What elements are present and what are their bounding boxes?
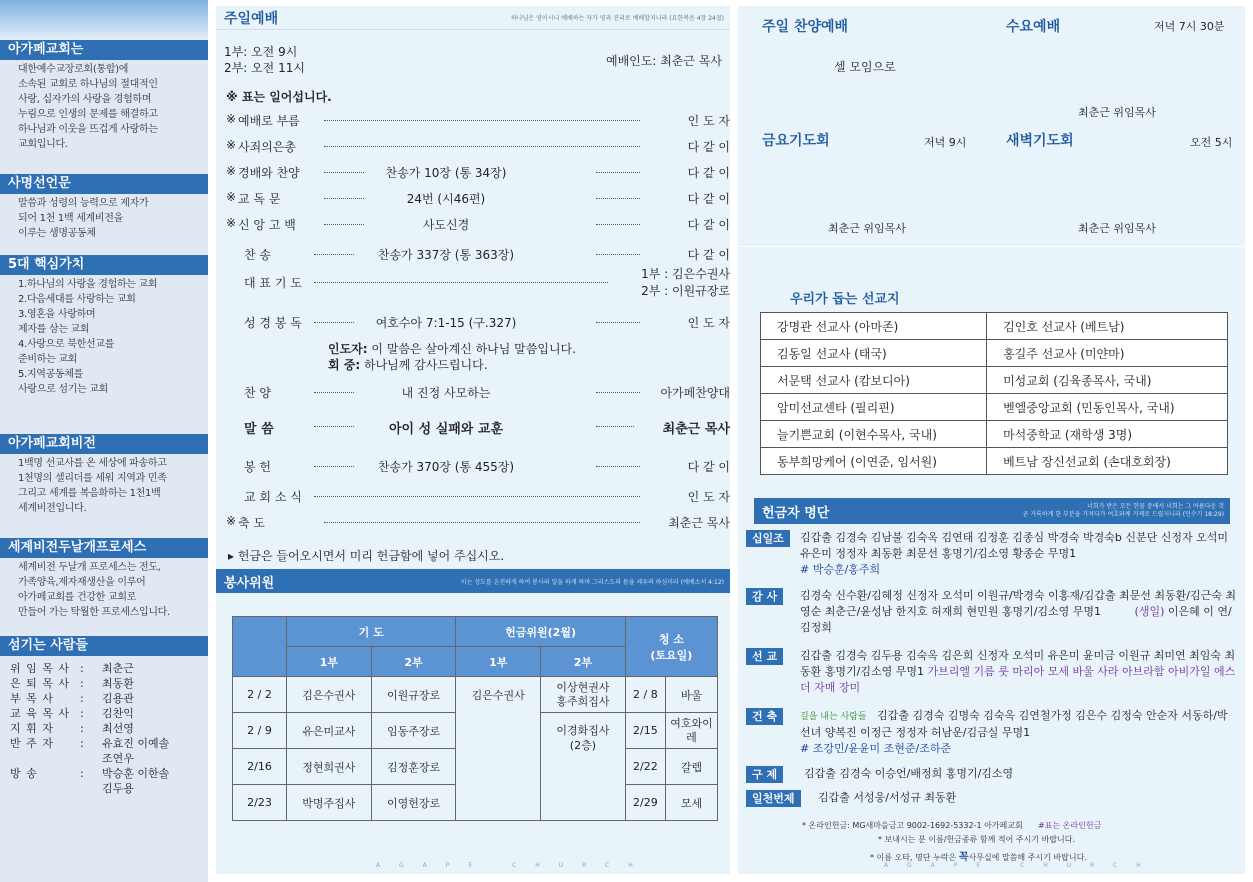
table-row (761, 340, 1228, 367)
order-item-by: 인 도 자 (687, 490, 730, 504)
mission-cell: 서문택 선교사 (캄보디아) (761, 367, 987, 394)
mission-cell: 늘기쁜교회 (이현수목사, 국내) (761, 421, 987, 448)
order-item (226, 314, 730, 332)
vol-clean-team: 모세 (666, 785, 718, 821)
vol-prayer-2: 이영헌장로 (371, 785, 456, 821)
sidebar-line: 1.하나님의 사랑을 경험하는 교회 (18, 279, 158, 290)
leader-dots (314, 392, 354, 393)
staff-name: 김용관 (102, 692, 134, 705)
sidebar-line: 대한예수교장로회(통합)에 (18, 64, 129, 75)
donor-label: 일천번제 (746, 790, 801, 807)
order-item-name: 대 표 기 도 (244, 276, 302, 290)
order-item (226, 216, 730, 234)
order-item-name: 교 독 문 (238, 192, 281, 206)
vol-clean-date: 2/22 (625, 749, 665, 785)
order-item-name: 경배와 찬양 (238, 166, 300, 180)
staff-role: 반 주 자 (10, 737, 54, 750)
staff-colon: : (80, 722, 84, 735)
stand-mark: ※ (226, 216, 237, 230)
resp-congregation-label: 회 중: (328, 358, 361, 372)
order-item-content: 찬송가 370장 (통 455장) (377, 460, 515, 474)
table-row (761, 448, 1228, 475)
vol-clean-team: 여호와이레 (666, 713, 718, 749)
building-group: 길을 내는 사람들 (800, 712, 867, 722)
donor-title: 헌금자 명단 (762, 505, 830, 521)
wed-pastor: 최춘근 위임목사 (1078, 106, 1156, 119)
order-item-name: 찬 양 (244, 386, 271, 400)
sidebar-line: 만들어 가는 탁월한 프로세스입니다. (18, 607, 170, 618)
staff-colon: : (80, 767, 84, 780)
donor-label: 선 교 (746, 648, 783, 665)
table-row (761, 367, 1228, 394)
online-note-3: * 이름 오타, 명단 누락은 꼭사무실에 말씀해 주시기 바랍니다. (870, 852, 1087, 863)
vol-th-offering: 헌금위원(2월) (456, 617, 625, 647)
order-item-name: 예배로 부름 (238, 114, 300, 128)
wed-time: 저녁 7시 30분 (1154, 20, 1225, 33)
staff-name: 김찬익 (102, 707, 134, 720)
order-item-content: 여호수아 7:1-15 (구.327) (375, 316, 517, 330)
order-item (226, 418, 730, 436)
sidebar-line: 3.영혼을 사랑하며 (18, 309, 96, 320)
mission-cell: 동부희망케어 (이연준, 임서원) (761, 448, 987, 475)
leader-dots (314, 496, 640, 497)
order-item-by: 다 같 이 (687, 218, 730, 232)
mission-cell: 김인호 선교사 (베트남) (987, 313, 1228, 340)
stand-mark: ※ (226, 112, 237, 126)
footer-agape-left: AGAPE CHURCH (376, 862, 652, 869)
sidebar-line: 세계비전 두날개 프로세스는 전도, (18, 562, 161, 573)
order-item-by: 최춘근 목사 (668, 516, 730, 530)
stand-mark: ※ (226, 190, 237, 204)
vol-clean-team: 바울 (666, 677, 718, 713)
table-row (761, 421, 1228, 448)
order-item (226, 164, 730, 182)
wed-title: 수요예배 (1006, 19, 1061, 35)
sidebar-line: 소속된 교회로 하나님의 절대적인 (18, 79, 158, 90)
sidebar-line: 2.다음세대를 사랑하는 교회 (18, 294, 136, 305)
order-item-name: 찬 송 (244, 248, 271, 262)
vol-prayer-1: 박명주집사 (287, 785, 372, 821)
sidebar-title-about: 아가페교회는 (0, 40, 208, 60)
order-item-name: 축 도 (238, 516, 265, 530)
mission-table (760, 312, 1228, 475)
stand-mark: ※ (226, 514, 237, 528)
donor-mission (746, 648, 1238, 700)
vol-th-prayer: 기 도 (287, 617, 456, 647)
order-item (226, 488, 730, 506)
sidebar-title-vision: 아가페교회비전 (0, 434, 208, 454)
mission-cell: 미성교회 (김육종목사, 국내) (987, 367, 1228, 394)
leader-dots (596, 426, 634, 427)
donor-label: 건 축 (746, 708, 783, 725)
vol-date: 2/23 (233, 785, 287, 821)
mission-title: 우리가 돕는 선교지 (790, 292, 900, 307)
resp-leader-text: 이 말씀은 살아계신 하나님 말씀입니다. (371, 342, 576, 356)
worship-header (216, 6, 730, 30)
order-item-by: 다 같 이 (687, 248, 730, 262)
staff-row (10, 661, 202, 676)
order-item (226, 267, 730, 298)
order-item (226, 190, 730, 208)
sidebar-process-text (0, 558, 208, 620)
order-item (226, 458, 730, 476)
mission-cell: 암미선교센타 (필리핀) (761, 394, 987, 421)
order-item-name: 성 경 봉 독 (244, 316, 302, 330)
order-item (226, 138, 730, 156)
vol-clean-date: 2/29 (625, 785, 665, 821)
staff-colon: : (80, 737, 84, 750)
mission-cell: 베트남 장신선교회 (손대호회장) (987, 448, 1228, 475)
sidebar-line: 말씀과 성령의 능력으로 제자가 (18, 198, 149, 209)
footer-agape-right: AGAPE CHURCH (884, 862, 1160, 869)
vol-prayer-2: 임동주장로 (371, 713, 456, 749)
donor-label: 십일조 (746, 530, 790, 547)
table-row (761, 313, 1228, 340)
sidebar-line: 사랑으로 섬기는 교회 (18, 384, 108, 395)
fri-title: 금요기도회 (762, 133, 830, 149)
donor-label: 구 제 (746, 766, 783, 783)
sidebar-title-values: 5대 핵심가치 (0, 255, 208, 275)
vol-prayer-1: 정현희권사 (287, 749, 372, 785)
vol-prayer-2: 김정훈장로 (371, 749, 456, 785)
vol-offering-1: 김은수권사 (456, 677, 541, 821)
sidebar-line: 아가페교회를 건강한 교회로 (18, 592, 137, 603)
worship-times (224, 44, 305, 76)
staff-row (10, 676, 202, 691)
donor-verse: 너희가 받은 모든 헌물 중에서 너희는 그 아름다운 것 곧 거룩하게 한 부분을 가져다가 여호와께 거제로 드릴지니라 (민수기 18:29) (1022, 503, 1224, 518)
praise-title: 주일 찬양예배 (762, 19, 849, 35)
leader-dots (324, 522, 640, 523)
donor-names: 김갑출 서성웅/서성규 최동환 (818, 791, 957, 804)
staff-name: 최선영 (102, 722, 134, 735)
mission-cell: 강명관 선교사 (아마존) (761, 313, 987, 340)
vol-th-p1: 1부 (287, 647, 372, 677)
staff-row (10, 721, 202, 736)
donor-online: # 박승훈/홍주희 (800, 563, 881, 576)
leader-dots (314, 466, 354, 467)
donor-relief (746, 766, 1238, 786)
order-item-name: 봉 헌 (244, 460, 271, 474)
order-item (226, 246, 730, 264)
worship-time-2: 2부: 오전 11시 (224, 61, 305, 75)
staff-row (10, 766, 202, 796)
sidebar-title-mission: 사명선언문 (0, 174, 208, 194)
staff-colon: : (80, 707, 84, 720)
table-row (233, 677, 718, 713)
donor-header (754, 498, 1230, 524)
fri-time: 저녁 9시 (924, 136, 967, 149)
mission-cell: 홍길주 선교사 (미얀마) (987, 340, 1228, 367)
staff-name: 박승훈 이한솔 김두용 (102, 767, 170, 795)
sidebar-title-staff: 섬기는 사람들 (0, 636, 208, 656)
mission-cell: 김동일 선교사 (태국) (761, 340, 987, 367)
sidebar-line: 1백명 선교사를 온 세상에 파송하고 (18, 458, 167, 469)
order-item-by: 다 같 이 (687, 192, 730, 206)
sidebar-line: 사랑, 십자가의 사랑을 경험하며 (18, 94, 152, 105)
order-item-name: 교 회 소 식 (244, 490, 302, 504)
staff-colon: : (80, 662, 84, 675)
sky-banner-image (0, 0, 208, 40)
leader-dots (324, 120, 640, 121)
vol-th-o1: 1부 (456, 647, 541, 677)
sidebar-line: 되어 1천 1백 세계비전을 (18, 213, 124, 224)
order-item-content: 사도신경 (422, 218, 470, 232)
order-item-by: 최춘근 목사 (662, 422, 730, 437)
order-item-by: 1부 : 김은수권사 2부 : 이원규장로 (641, 267, 730, 298)
leader-dots (596, 172, 640, 173)
dawn-time: 오전 5시 (1190, 136, 1233, 149)
sidebar-line: 이루는 생명공동체 (18, 228, 96, 239)
staff-row (10, 736, 202, 766)
order-item-by: 인 도 자 (687, 114, 730, 128)
leader-dots (314, 322, 354, 323)
online-note-2: * 보내시는 분 이름/헌금종류 함께 적어 주시기 바랍니다. (878, 835, 1076, 844)
leader-dots (324, 198, 364, 199)
order-item-by: 아가페찬양대 (660, 386, 730, 400)
sidebar-line: 준비하는 교회 (18, 354, 78, 365)
worship-time-1: 1부: 오전 9시 (224, 45, 298, 59)
donor-thanks (746, 588, 1238, 640)
donor-names: 김갑출 김경숙 김두용 김숙옥 김은희 신정자 오석미 유은미 윤미금 이원규 최미연 최임숙 최동환 홍명기/김소영 무명1 (800, 649, 1236, 678)
order-item-content: 내 진정 사모하는 (401, 386, 491, 400)
staff-role: 은 퇴 목 사 (10, 677, 70, 690)
donor-names: 김갑출 김경숙 김명숙 김숙옥 김연철가정 김은수 김정숙 안순자 서동하/박선녀 양복진 이정근 정정자 허남운/김금실 무명1 (800, 709, 1228, 739)
divider (738, 246, 1245, 247)
worship-leader: 예배인도: 최춘근 목사 (605, 54, 722, 68)
sidebar-about-text (0, 60, 208, 152)
vol-prayer-2: 이원규장로 (371, 677, 456, 713)
worship-panel (216, 6, 730, 874)
volunteer-header (216, 569, 730, 593)
order-item (226, 514, 730, 532)
stand-note: ※ 표는 일어섭니다. (226, 90, 332, 104)
vol-th-o2: 2부 (541, 647, 626, 677)
donor-building (746, 708, 1238, 760)
order-item (226, 384, 730, 402)
order-item-name: 신 앙 고 백 (238, 218, 296, 232)
order-item-by: 다 같 이 (687, 460, 730, 474)
dawn-title: 새벽기도회 (1006, 133, 1074, 149)
leader-dots (596, 466, 640, 467)
volunteer-verse: 이는 성도를 온전하게 하여 봉사의 일을 하게 하며 그리스도의 몸을 세우려 하심이라 (에베소서 4:12) (460, 578, 724, 586)
order-item-name: 말 씀 (244, 422, 274, 437)
staff-name: 최동환 (102, 677, 134, 690)
birthday-tag: (생일) (1134, 605, 1165, 618)
order-item (226, 112, 730, 130)
vol-offering-2a: 이상현권사 홍주희집사 (541, 677, 626, 713)
staff-name: 최춘근 (102, 662, 134, 675)
sidebar-title-process: 세계비전두날개프로세스 (0, 538, 208, 558)
leader-dots (596, 392, 640, 393)
staff-role: 지 휘 자 (10, 722, 54, 735)
donor-ichon (746, 790, 1238, 810)
donor-tithe (746, 530, 1238, 582)
sidebar-line: 가족양육,제자재생산을 이루어 (18, 577, 146, 588)
vol-th-blank (233, 617, 287, 677)
vol-th-p2: 2부 (371, 647, 456, 677)
order-item-name: 사죄의은총 (238, 140, 296, 154)
dawn-pastor: 최춘근 위임목사 (1078, 222, 1156, 235)
vol-date: 2/16 (233, 749, 287, 785)
online-note-1: * 온라인헌금: MG새마을금고 9002-1692-5332-1 아가페교회 #표는 온라인헌금 (802, 821, 1102, 830)
vol-prayer-1: 유은미교사 (287, 713, 372, 749)
order-item-content: 찬송가 337장 (통 363장) (377, 248, 515, 262)
sidebar-line: 누림으로 인생의 문제를 해결하고 (18, 109, 158, 120)
sidebar-line: 그리고 세계를 복음화하는 1천1백 (18, 488, 161, 499)
stand-mark: ※ (226, 138, 237, 152)
leader-dots (324, 224, 364, 225)
sidebar-line: 교회입니다. (18, 139, 68, 150)
volunteer-title: 봉사위원 (224, 575, 275, 591)
vol-th-clean: 청 소 (토요일) (625, 617, 717, 677)
sidebar-line: 1천명의 셀리더를 세워 지역과 민족 (18, 473, 167, 484)
mission-cell: 벧엘중앙교회 (민동인목사, 국내) (987, 394, 1228, 421)
donor-names-2: 이은혜 이 연/김정희 (800, 605, 1232, 634)
vol-clean-date: 2 / 8 (625, 677, 665, 713)
praise-sub: 셀 모임으로 (834, 60, 896, 74)
sidebar-mission-text (0, 194, 208, 241)
mission-cell: 마석중학교 (재학생 3명) (987, 421, 1228, 448)
leader-dots (596, 224, 640, 225)
leader-dots (596, 254, 640, 255)
order-item-content: 찬송가 10장 (통 34장) (385, 166, 507, 180)
order-item-by: 인 도 자 (687, 316, 730, 330)
leader-dots (324, 146, 640, 147)
staff-colon: : (80, 677, 84, 690)
donor-label: 감 사 (746, 588, 783, 605)
schedule-panel (738, 6, 1245, 874)
volunteer-table (232, 616, 718, 821)
vol-prayer-1: 김은수권사 (287, 677, 372, 713)
worship-verse: 하나님은 영이시니 예배하는 자가 영과 진리로 예배할지니라 (요한복음 4장 24절) (511, 15, 724, 22)
vol-clean-date: 2/15 (625, 713, 665, 749)
leader-dots (324, 172, 364, 173)
vol-offering-2b: 이경화집사 (2층) (541, 713, 626, 821)
staff-row (10, 691, 202, 706)
fri-pastor: 최춘근 위임목사 (828, 222, 906, 235)
leader-dots (596, 198, 640, 199)
resp-congregation-text: 하나님께 감사드립니다. (364, 358, 488, 372)
staff-role: 위 임 목 사 (10, 662, 70, 675)
table-row (761, 394, 1228, 421)
worship-title: 주일예배 (224, 10, 279, 27)
staff-role: 방 송 (10, 767, 38, 780)
staff-role: 부 목 사 (10, 692, 54, 705)
staff-row (10, 706, 202, 721)
staff-name: 유효진 이예솔 조연우 (102, 737, 170, 765)
staff-list (0, 656, 208, 796)
scripture-response (328, 341, 576, 373)
stand-mark: ※ (226, 164, 237, 178)
vol-date: 2 / 9 (233, 713, 287, 749)
donor-names: 김경숙 신수환/김혜정 신정자 오석미 이원규/박경숙 이홍재/김갑출 최문선 최동환/김근숙 최영순 최춘근/윤성남 한지호 허재희 현민원 홍명기/김소영 무명1 (800, 589, 1236, 618)
donor-names-2: 가브리엘 기름 룻 마리아 모세 바울 사라 아브라함 아비가일 에스더 자매 장미 (800, 665, 1236, 694)
sidebar-vision-text (0, 454, 208, 516)
sidebar-line: 5.지역공동체를 (18, 369, 84, 380)
leader-dots (314, 426, 354, 427)
sidebar (0, 0, 208, 882)
sidebar-line: 하나님과 이웃을 뜨겁게 사랑하는 (18, 124, 158, 135)
donor-online: # 조강민/윤윤미 조현준/조하준 (800, 742, 952, 755)
leader-dots (314, 254, 354, 255)
leader-dots (596, 322, 640, 323)
staff-role: 교 육 목 사 (10, 707, 70, 720)
order-item-content: 아이 성 실패와 교훈 (388, 422, 504, 437)
order-item-content: 24번 (시46편) (406, 192, 486, 206)
donor-names: 김갑출 김경숙 김남불 김숙옥 김연태 김정훈 김종심 박경숙 박경숙b 신분단 신정자 오석미 유은미 정정자 최동환 최문선 홍명기/김소영 황종순 무명1 (800, 531, 1228, 560)
sidebar-line: 세계비전입니다. (18, 503, 87, 514)
offering-note: ▸ 헌금은 들어오시면서 미리 헌금함에 넣어 주십시오. (228, 549, 505, 563)
order-item-by: 다 같 이 (687, 140, 730, 154)
vol-date: 2 / 2 (233, 677, 287, 713)
donor-names: 김갑출 김경숙 이승언/배정희 홍명기/김소영 (804, 767, 1014, 780)
vol-clean-team: 갈렙 (666, 749, 718, 785)
sidebar-line: 제자를 삼는 교회 (18, 324, 90, 335)
resp-leader-label: 인도자: (328, 342, 368, 356)
order-item-by: 다 같 이 (687, 166, 730, 180)
sidebar-values-text (0, 275, 208, 397)
leader-dots (314, 282, 608, 283)
sidebar-line: 4.사랑으로 북한선교를 (18, 339, 115, 350)
staff-colon: : (80, 692, 84, 705)
